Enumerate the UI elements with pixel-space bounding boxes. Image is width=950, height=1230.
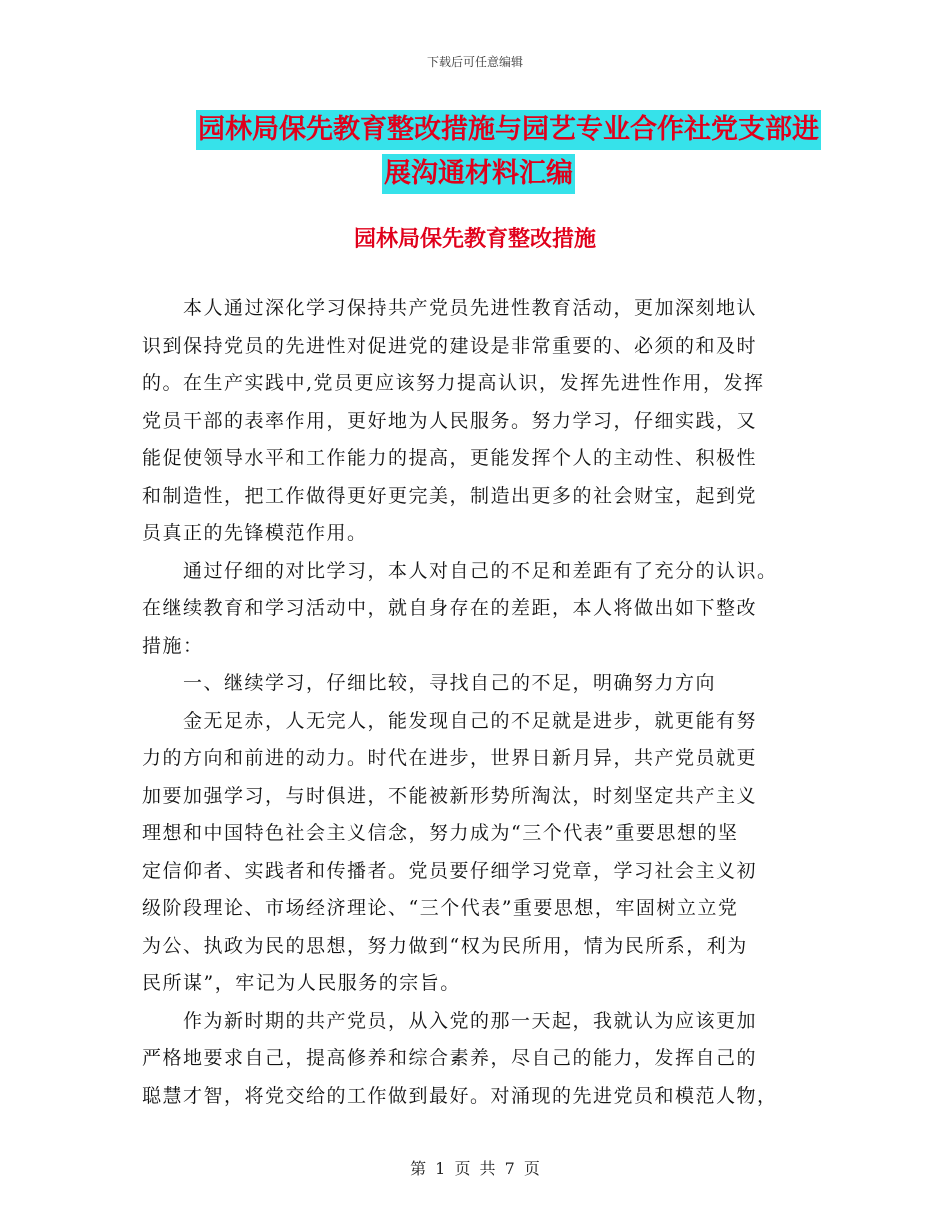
body-line: 在继续教育和学习活动中，就自身存在的差距，本人将做出如下整改 — [142, 597, 758, 619]
body-line: 聪慧才智，将党交给的工作做到最好。对涌现的先进党员和模范人物， — [142, 1084, 778, 1107]
body-line: 定信仰者、实践者和传播者。党员要仔细学习党章，学习社会主义初 — [142, 859, 758, 882]
body-line: 员真正的先锋模范作用。 — [142, 522, 368, 544]
body-line: 严格地要求自己，提高修养和综合素养，尽自己的能力，发挥自己的 — [142, 1047, 758, 1069]
body-line: 党员干部的表率作用，更好地为人民服务。努力学习，仔细实践，又 — [142, 409, 758, 432]
body-line: 和制造性，把工作做得更好更完美，制造出更多的社会财宝，起到党 — [142, 484, 758, 507]
body-line: 识到保持党员的先进性对促进党的建设是非常重要的、必须的和及时 — [142, 334, 758, 357]
body-line: 通过仔细的对比学习，本人对自己的不足和差距有了充分的认识。 — [142, 559, 778, 582]
body-line: 本人通过深化学习保持共产党员先进性教育活动，更加深刻地认 — [142, 297, 758, 319]
body-line: 金无足赤，人无完人，能发现自己的不足就是进步，就更能有努 — [142, 709, 758, 732]
body-line: 加要加强学习，与时俱进，不能被新形势所淘汰，时刻坚定共产主义 — [142, 784, 758, 807]
body-line: 为公、执政为民的思想，努力做到“权为民所用，情为民所系，利为 — [142, 934, 748, 957]
body-line: 民所谋”，牢记为人民服务的宗旨。 — [142, 972, 461, 994]
body-text — [142, 290, 802, 1115]
body-line: 作为新时期的共产党员，从入党的那一天起，我就认为应该更加 — [142, 1009, 758, 1032]
body-line: 理想和中国特色社会主义信念，努力成为“三个代表”重要思想的坚 — [142, 822, 739, 844]
body-line: 一、继续学习，仔细比较，寻找自己的不足，明确努力方向 — [142, 672, 717, 694]
title-line-2: 展沟通材料汇编 — [382, 154, 575, 194]
page-footer: 第 1 页 共 7 页 — [410, 1159, 540, 1178]
body-line: 级阶段理论、市场经济理论、“三个代表”重要思想，牢固树立立党 — [142, 897, 739, 919]
body-line: 措施： — [142, 634, 204, 657]
body-line: 力的方向和前进的动力。时代在进步，世界日新月异，共产党员就更 — [142, 747, 758, 769]
title-line-1: 园林局保先教育整改措施与园艺专业合作社党支部进 — [196, 110, 821, 150]
body-line: 的。在生产实践中,党员更应该努力提高认识，发挥先进性作用，发挥 — [142, 372, 765, 394]
section-title: 园林局保先教育整改措施 — [353, 226, 596, 252]
header-note: 下载后可任意编辑 — [426, 55, 523, 69]
body-line: 能促使领导水平和工作能力的提高，更能发挥个人的主动性、积极性 — [142, 447, 758, 469]
